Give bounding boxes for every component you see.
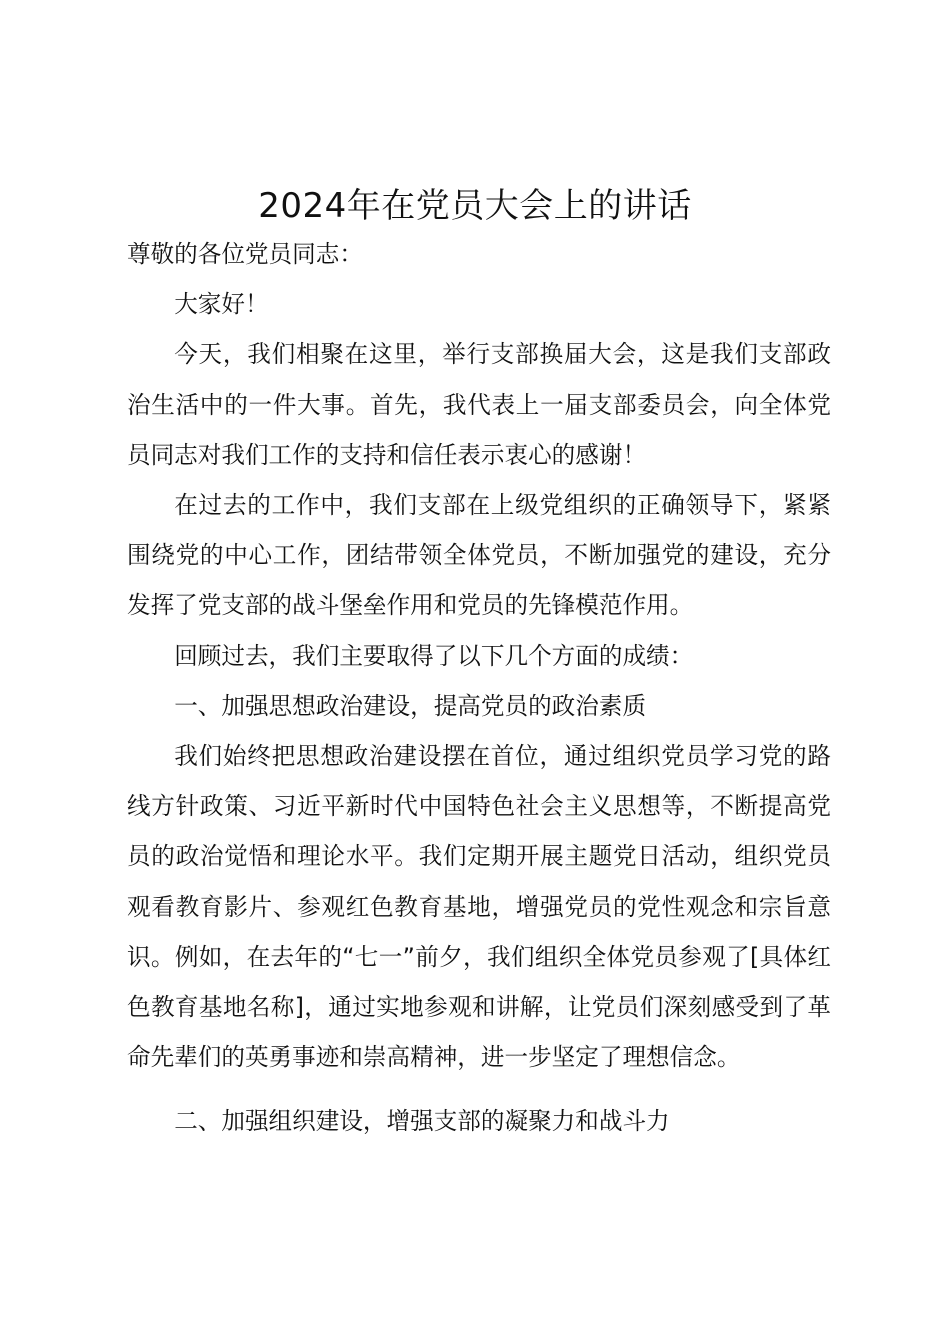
- paragraph-opening: 今天，我们相聚在这里，举行支部换届大会，这是我们支部政治生活中的一件大事。首先，我代表上一届支部委员会，向全体党员同志对我们工作的支持和信任表示衷心的感谢！: [127, 340, 831, 469]
- section-heading-1: 一、加强思想政治建设，提高党员的政治素质: [174, 691, 647, 720]
- paragraph-ideology: 我们始终把思想政治建设摆在首位，通过组织党员学习党的路线方针政策、习近平新时代中国特色社会主义思想等，不断提高党员的政治觉悟和理论水平。我们定期开展主题党日活动，组织党员观看教育影片、参观红色教育基地，增强党员的党性观念和宗旨意识。例如，在去年的“七一”前夕，我们组织全体党员参观了[具体红色教育基地名称]，通过实地参观和讲解，让党员们深刻感受到了革命先辈们的英勇事迹和崇高精神，进一步坚定了理想信念。: [127, 742, 831, 1072]
- section-heading-2: 二、加强组织建设，增强支部的凝聚力和战斗力: [174, 1107, 670, 1136]
- paragraph-review: 回顾过去，我们主要取得了以下几个方面的成绩：: [174, 641, 694, 670]
- paragraph-past-work: 在过去的工作中，我们支部在上级党组织的正确领导下，紧紧围绕党的中心工作，团结带领全体党员，不断加强党的建设，充分发挥了党支部的战斗堡垒作用和党员的先锋模范作用。: [127, 491, 831, 620]
- salutation: 尊敬的各位党员同志：: [127, 240, 363, 268]
- document-title: 2024年在党员大会上的讲话: [258, 186, 692, 226]
- greeting: 大家好！: [174, 290, 269, 319]
- document-body: [127, 229, 831, 1147]
